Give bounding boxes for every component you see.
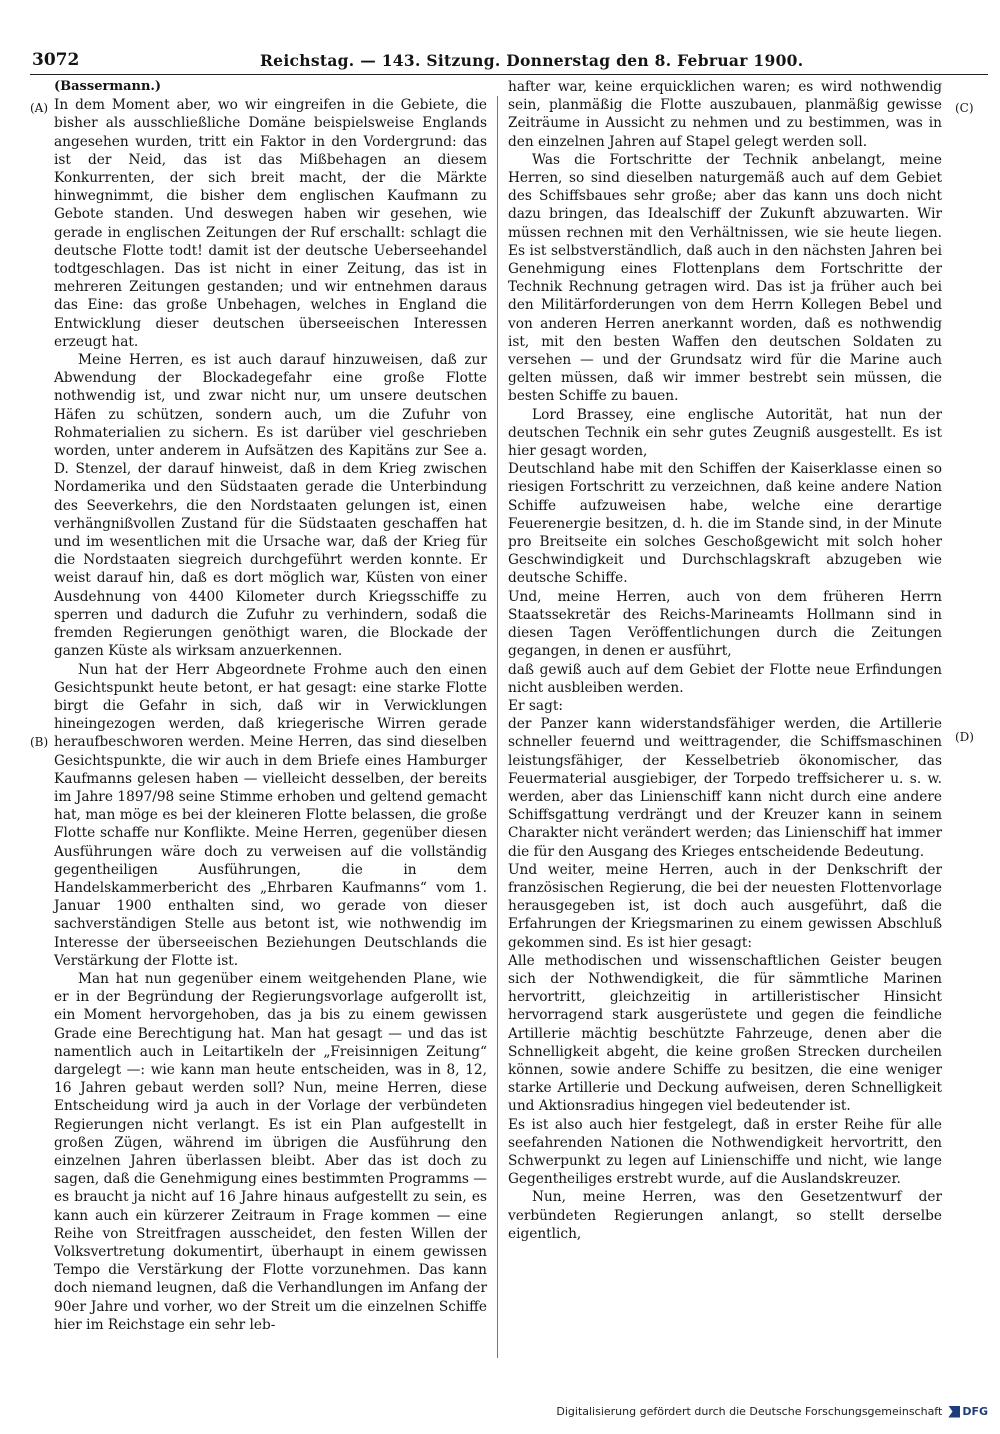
block-quote: Alle methodischen und wissenschaftlichen Geister beugen sich der Nothwendigkeit, die für sämmtliche Marinen hervortritt, gleichzeitig in artilleristischer Hinsicht hervorragend stark ausgerüstete und gegen die feindliche Artillerie mächtig beschützte Fahrzeuge, denen aber die Schnelligkeit abgeht, die keine großen Strecken durcheilen können, sowie andere Schiffe zu besitzen, die eine weniger starke Artillerie und Deckung aufweisen, deren Schnelligkeit und Aktionsradius hingegen viel bedeutender ist.: [508, 952, 942, 1115]
right-column: [508, 78, 942, 1243]
left-column: [54, 78, 487, 1334]
paragraph: Es ist also auch hier festgelegt, daß in erster Reihe für alle seefahrenden Nationen die Nothwendigkeit hervortritt, den Schwerpunkt zu legen auf Linienschiffe und nicht, wie lange Gegentheiliges erstrebt wurde, auf die Auslandskreuzer.: [508, 1116, 942, 1188]
footer-text: Digitalisierung gefördert durch die Deutsche Forschungsgemeinschaft: [556, 1405, 943, 1418]
page-number: 3072: [32, 50, 80, 70]
margin-marker-a: (A): [30, 101, 49, 115]
paragraph: Nun, meine Herren, was den Gesetzentwurf der verbündeten Regierungen anlangt, so stellt derselbe eigentlich,: [508, 1189, 942, 1242]
paragraph: Lord Brassey, eine englische Autorität, hat nun der deutschen Technik ein sehr gutes Zeugniß ausgestellt. Es ist hier gesagt worden,: [508, 406, 942, 460]
speaker-name: (Bassermann.): [54, 79, 162, 94]
paragraph: Und, meine Herren, auch von dem früheren Herrn Staatssekretär des Reichs-Marineamts Hollmann sind in diesen Tagen Veröffentlichungen durch die Zeitungen gegangen, in denen er ausführt,: [508, 588, 942, 660]
margin-marker-b: (B): [30, 735, 49, 749]
paragraph: Man hat nun gegenüber einem weitgehenden Plane, wie er in der Begründung der Regierungsvorlage aufgerollt ist, ein Moment hervorgehoben, das ja bis zu einem gewissen Grade eine Berechtigung hat. Man hat gesagt — und das ist namentlich auch in Leitartikeln der „Freisinnigen Zeitung“ dargelegt —: wie kann man heute entscheiden, was in 8, 12, 16 Jahren gebaut werden soll? Nun, meine Herren, diese Entscheidung wird ja auch in der Vorlage der verbündeten Regierungen nicht verlangt. Es ist ein Plan aufgestellt in großen Zügen, während im übrigen die Ausführung den einzelnen Jahren überlassen bleibt. Aber das ist doch zu sagen, daß die Genehmigung eines bestimmten Programms — es braucht ja nicht auf 16 Jahre hinaus aufgestellt zu sein, es kann auch ein kürzerer Zeitraum in Frage kommen — eine Reihe von Streitfragen ausscheidet, den festen Willen der Volksvertretung dokumentirt, überhaupt in einem gewissen Tempo die Verstärkung der Flotte vorzunehmen. Das kann doch niemand leugnen, daß die Verhandlungen im Anfang der 90er Jahre und vorher, wo der Streit um die einzelnen Schiffe hier im Reichstage ein sehr leb-: [54, 970, 487, 1333]
paragraph: Was die Fortschritte der Technik anbelangt, meine Herren, so sind dieselben naturgemäß auch auf dem Gebiet des Schiffsbaues sehr große; aber das kann uns doch nicht dazu bringen, das Idealschiff der Zukunft abzuwarten. Wir müssen rechnen mit den Verhältnissen, wie sie heute liegen. Es ist selbstverständlich, daß auch in den nächsten Jahren bei Genehmigung eines Flottenplans dem Fortschritte der Technik Rechnung getragen wird. Das ist ja früher auch bei den Militärforderungen von dem Herrn Kollegen Bebel und von anderen Herren anerkannt worden, daß es nothwendig ist, mit den besten Waffen den deutschen Soldaten zu versehen — und der Grundsatz wird für die Marine auch gelten müssen, daß wir immer bestrebt sein müssen, die besten Schiffe zu bauen.: [508, 151, 942, 405]
margin-marker-c: (C): [955, 101, 974, 115]
block-quote: daß gewiß auch auf dem Gebiet der Flotte neue Erfindungen nicht ausbleiben werden.: [508, 661, 942, 696]
footer-credit: [556, 1405, 988, 1418]
paragraph: Er sagt:: [508, 697, 563, 714]
block-quote: Deutschland habe mit den Schiffen der Kaiserklasse einen so riesigen Fortschritt zu verzeichnen, daß keine andere Nation Schiffe aufzuweisen habe, welche eine derartige Feuerenergie besitzen, d. h. die im Stande sind, in der Minute pro Breitseite ein solches Geschoßgewicht mit solch hoher Geschwindigkeit und Durchschlagskraft abzugeben wie deutsche Schiffe.: [508, 461, 942, 587]
page-header: [30, 50, 988, 75]
margin-marker-d: (D): [955, 730, 974, 744]
paragraph: Nun hat der Herr Abgeordnete Frohme auch den einen Gesichtspunkt heute betont, er hat gesagt: eine starke Flotte birgt die Gefahr in sich, daß wir in Verwicklungen hineingezogen werden, daß kriegerische Wirren gerade heraufbeschworen werden. Meine Herren, das sind dieselben Gesichtspunkte, die wir auch in dem Briefe eines Hamburger Kaufmanns gelesen haben — vielleicht desselben, der bereits im Jahre 1897/98 seine Stimme erhoben und geltend gemacht hat, man möge es bei der kleineren Flotte belassen, die große Flotte schaffe nur Konflikte. Meine Herren, gegenüber diesen Ausführungen wäre doch zu verweisen auf die vollständig gegentheiligen Ausführungen, die in dem Handelskammerbericht des „Ehrbaren Kaufmanns“ vom 1. Januar 1900 enthalten sind, wo gerade von dieser sachverständigen Stelle aus betont ist, wie nothwendig im Interesse der überseeischen Beziehungen Deutschlands die Verstärkung der Flotte ist.: [54, 661, 487, 969]
dfg-logo: [948, 1405, 988, 1418]
paragraph: Und weiter, meine Herren, auch in der Denkschrift der französischen Regierung, die bei der neuesten Flottenvorlage herausgegeben ist, ist doch auch ausgeführt, daß die Erfahrungen der Kriegsmarinen zu einem gewissen Abschluß gekommen sind. Es ist hier gesagt:: [508, 861, 942, 951]
paragraph: In dem Moment aber, wo wir eingreifen in die Gebiete, die bisher als ausschließliche Domäne beispielsweise Englands angesehen wurden, tritt ein Faktor in den Vordergrund: das ist der Neid, das ist das Mißbehagen an diesem Konkurrenten, der sich breit macht, der die Märkte hinwegnimmt, die bisher dem englischen Kaufmann zu Gebote standen. Und deswegen haben wir gesehen, wie gerade in englischen Zeitungen der Ruf erschallt: schlagt die deutsche Flotte todt! damit ist der deutsche Ueberseehandel todtgeschlagen. Das ist nicht in einer Zeitung, das ist in mehreren Zeitungen gestanden; und wir entnehmen daraus das Eine: das große Unbehagen, welches in England die Entwicklung dieser deutschen überseeischen Interessen erzeugt hat.: [54, 97, 487, 350]
dfg-logo-icon: [948, 1406, 960, 1418]
running-title: Reichstag. — 143. Sitzung. Donnerstag den 8. Februar 1900.: [260, 51, 804, 70]
paragraph: hafter war, keine erquicklichen waren; es wird nothwendig sein, planmäßig die Flotte auszubauen, planmäßig gewisse Zeiträume in Aussicht zu nehmen und zu bestimmen, was in den einzelnen Jahren auf Stapel gelegt werden soll.: [508, 79, 942, 150]
dfg-logo-text: DFG: [962, 1405, 988, 1418]
paragraph: Meine Herren, es ist auch darauf hinzuweisen, daß zur Abwendung der Blockadegefahr eine große Flotte nothwendig ist, und zwar nicht nur, um unsere deutschen Häfen zu schützen, sondern auch, um die Zufuhr von Rohmaterialien zu sichern. Es ist darüber viel geschrieben worden, unter anderem in Aufsätzen des Kapitäns zur See a. D. Stenzel, der darauf hinweist, daß in dem Krieg zwischen Nordamerika und den Südstaaten gerade die Unterbindung des Seeverkehrs, die den Nordstaaten gelungen ist, einen verhängnißvollen Zustand für die Südstaaten geschaffen hat und im wesentlichen mit die Ursache war, daß der Krieg für die Nordstaaten siegreich durchgeführt werden konnte. Er weist darauf hin, daß es dort möglich war, Küsten von einer Ausdehnung von 4400 Kilometer durch Kriegsschiffe zu sperren und dadurch die Zufuhr zu verhindern, sodaß die fremden Regierungen genöthigt waren, die Blockade der ganzen Küste als wirksam anzuerkennen.: [54, 352, 487, 660]
block-quote: der Panzer kann widerstandsfähiger werden, die Artillerie schneller feuernd und weittragender, die Schiffsmaschinen leistungsfähiger, der Kesselbetrieb ökonomischer, das Feuermaterial ausgiebiger, der Torpedo treffsicherer u. s. w. werden, aber das Linienschiff kann nicht durch eine andere Schiffsgattung verdrängt und der Kreuzer kann in seinem Charakter nicht verändert werden; das Linienschiff hat immer die für den Ausgang des Krieges entscheidende Bedeutung.: [508, 716, 942, 860]
column-divider: [497, 96, 498, 1358]
